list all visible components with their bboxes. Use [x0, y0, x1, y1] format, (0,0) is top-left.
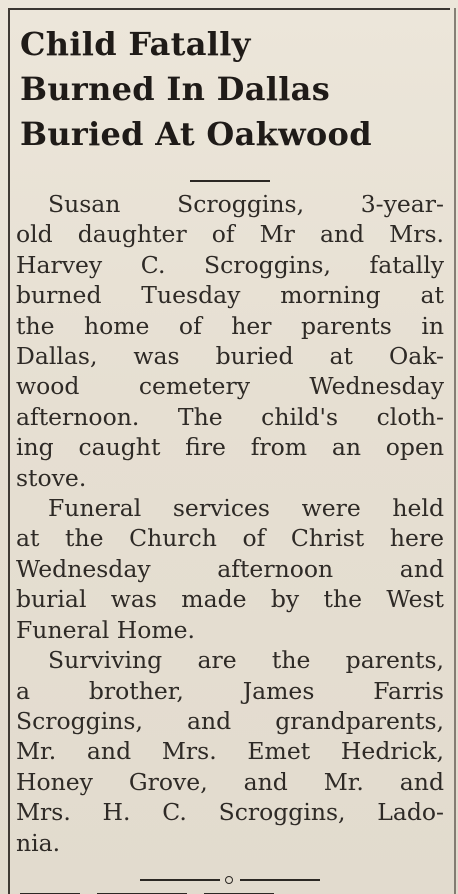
text-line: Harvey C. Scroggins, fatally: [16, 250, 444, 279]
text-line: Dallas, was buried at Oak-: [16, 342, 444, 371]
text-line: afternoon. The child's cloth-: [16, 402, 444, 431]
paragraph-2: [16, 493, 444, 645]
left-column-rule: [8, 8, 10, 894]
end-of-article-ornament: [140, 876, 320, 884]
text-line: wood cemetery Wednesday: [16, 372, 444, 401]
text-line: at the Church of Christ here: [16, 524, 444, 553]
text-line: stove.: [16, 463, 87, 492]
text-line: burned Tuesday morning at: [16, 281, 444, 310]
text-line: burial was made by the West: [16, 585, 444, 614]
ornament-bar-right: [240, 879, 320, 881]
top-column-rule: [10, 8, 450, 10]
text-line: Susan Scroggins, 3-year-: [48, 190, 444, 218]
ornament-circle: [225, 876, 233, 884]
text-line: a brother, James Farris: [16, 676, 444, 705]
text-line: Surviving are the parents,: [48, 646, 444, 675]
text-line: nia.: [16, 828, 61, 857]
text-line: Honey Grove, and Mr. and: [16, 767, 444, 796]
text-line: ing caught fire from an open: [16, 433, 444, 462]
headline: [20, 22, 440, 157]
text-line: Mr. and Mrs. Emet Hedrick,: [16, 737, 444, 766]
text-line: Scroggins, and grandparents,: [16, 706, 444, 735]
right-column-rule: [454, 8, 456, 894]
paragraph-3: [16, 645, 444, 858]
headline-line-2: Burned In Dallas: [20, 70, 331, 108]
text-line: the home of her parents in: [16, 311, 444, 340]
text-line: old daughter of Mr and Mrs.: [16, 220, 444, 249]
ornament-bar-left: [140, 879, 220, 881]
text-line: Mrs. H. C. Scroggins, Lado-: [16, 798, 444, 827]
headline-line-3: Buried At Oakwood: [20, 115, 372, 153]
headline-line-1: Child Fatally: [20, 25, 251, 63]
next-article-headline-fragment: [20, 886, 440, 894]
text-line: Funeral Home.: [16, 615, 196, 644]
text-line: Wednesday afternoon and: [16, 554, 444, 583]
text-line: Funeral services were held: [48, 494, 444, 523]
article-body: [16, 189, 444, 858]
paragraph-1: [16, 189, 444, 493]
headline-divider: [190, 180, 270, 182]
